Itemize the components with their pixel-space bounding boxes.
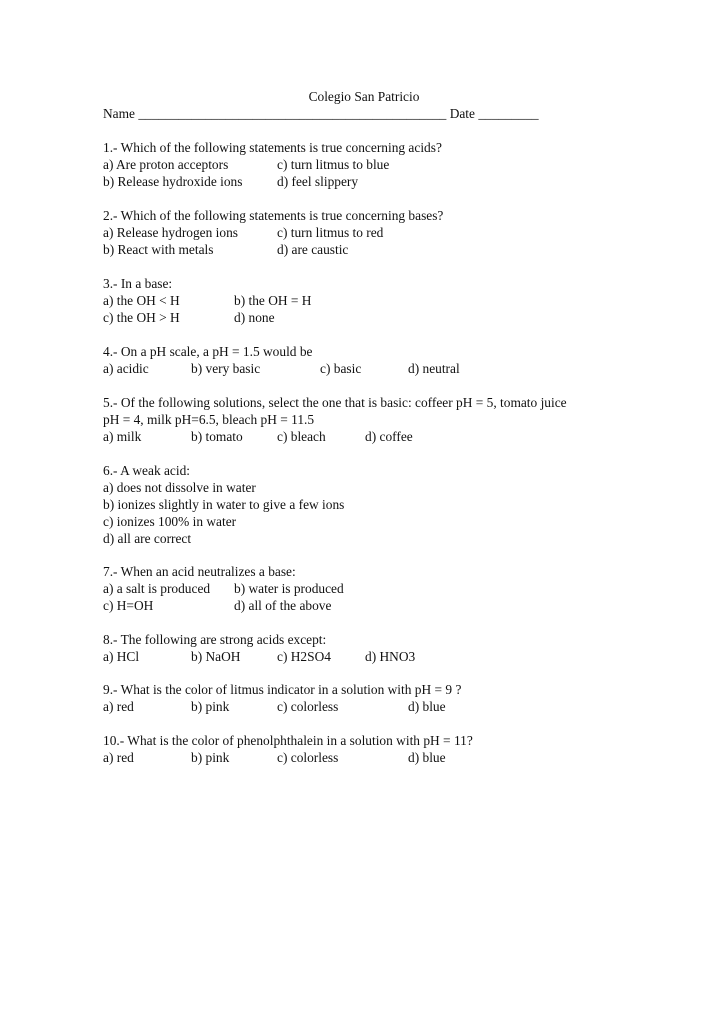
q6-option-d[interactable]: d) all are correct: [103, 531, 192, 546]
q4-option-b[interactable]: b) very basic: [191, 361, 261, 376]
q2-option-d[interactable]: d) are caustic: [277, 242, 349, 257]
question-6-stem: 6.- A weak acid:: [103, 463, 191, 478]
q10-option-d[interactable]: d) blue: [408, 750, 446, 765]
q3-option-d[interactable]: d) none: [234, 310, 275, 325]
q6-option-a[interactable]: a) does not dissolve in water: [103, 480, 256, 495]
q4-option-c[interactable]: c) basic: [320, 361, 362, 376]
header-line: [103, 105, 539, 122]
q9-option-b[interactable]: b) pink: [191, 699, 230, 714]
q9-option-c[interactable]: c) colorless: [277, 699, 339, 714]
q1-option-d[interactable]: d) feel slippery: [277, 174, 359, 189]
q8-option-a[interactable]: a) HCl: [103, 649, 140, 664]
q2-option-c[interactable]: c) turn litmus to red: [277, 225, 384, 240]
question-2-stem: 2.- Which of the following statements is true concerning bases?: [103, 208, 444, 223]
q6-option-c[interactable]: c) ionizes 100% in water: [103, 514, 237, 529]
q5-option-b[interactable]: b) tomato: [191, 429, 243, 444]
q2-option-b[interactable]: b) React with metals: [103, 242, 214, 257]
question-8-stem: 8.- The following are strong acids except:: [103, 632, 327, 647]
q7-option-a[interactable]: a) a salt is produced: [103, 581, 211, 596]
name-field[interactable]: ______________________________________________: [138, 106, 447, 121]
q5-option-d[interactable]: d) coffee: [365, 429, 413, 444]
q8-option-b[interactable]: b) NaOH: [191, 649, 241, 664]
question-1-stem: 1.- Which of the following statements is true concerning acids?: [103, 140, 442, 155]
q1-option-b[interactable]: b) Release hydroxide ions: [103, 174, 243, 189]
q5-option-a[interactable]: a) milk: [103, 429, 142, 444]
q3-option-b[interactable]: b) the OH = H: [234, 293, 312, 308]
q8-option-c[interactable]: c) H2SO4: [277, 649, 331, 664]
question-5-stem-line-2: pH = 4, milk pH=6.5, bleach pH = 11.5: [103, 412, 315, 427]
q10-option-c[interactable]: c) colorless: [277, 750, 339, 765]
q7-option-d[interactable]: d) all of the above: [234, 598, 332, 613]
q1-option-c[interactable]: c) turn litmus to blue: [277, 157, 390, 172]
question-7-stem: 7.- When an acid neutralizes a base:: [103, 564, 296, 579]
q3-option-a[interactable]: a) the OH < H: [103, 293, 180, 308]
question-9-stem: 9.- What is the color of litmus indicator in a solution with pH = 9 ?: [103, 682, 462, 697]
q10-option-a[interactable]: a) red: [103, 750, 134, 765]
date-field[interactable]: _________: [478, 106, 539, 121]
q7-option-b[interactable]: b) water is produced: [234, 581, 344, 596]
q2-option-a[interactable]: a) Release hydrogen ions: [103, 225, 238, 240]
q9-option-d[interactable]: d) blue: [408, 699, 446, 714]
q9-option-a[interactable]: a) red: [103, 699, 134, 714]
question-5-stem-line-1: 5.- Of the following solutions, select the one that is basic: coffeer pH = 5, tomato juice: [103, 395, 567, 410]
q7-option-c[interactable]: c) H=OH: [103, 598, 154, 613]
q10-option-b[interactable]: b) pink: [191, 750, 230, 765]
q1-option-a[interactable]: a) Are proton acceptors: [103, 157, 229, 172]
date-label: Date: [449, 106, 475, 121]
question-3-stem: 3.- In a base:: [103, 276, 173, 291]
q3-option-c[interactable]: c) the OH > H: [103, 310, 180, 325]
q5-option-c[interactable]: c) bleach: [277, 429, 326, 444]
q8-option-d[interactable]: d) HNO3: [365, 649, 416, 664]
q6-option-b[interactable]: b) ionizes slightly in water to give a few ions: [103, 497, 345, 512]
question-4-stem: 4.- On a pH scale, a pH = 1.5 would be: [103, 344, 313, 359]
name-label: Name: [103, 106, 135, 121]
question-10-stem: 10.- What is the color of phenolphthalein in a solution with pH = 11?: [103, 733, 473, 748]
q4-option-a[interactable]: a) acidic: [103, 361, 149, 376]
school-title: Colegio San Patricio: [308, 89, 420, 104]
q4-option-d[interactable]: d) neutral: [408, 361, 460, 376]
